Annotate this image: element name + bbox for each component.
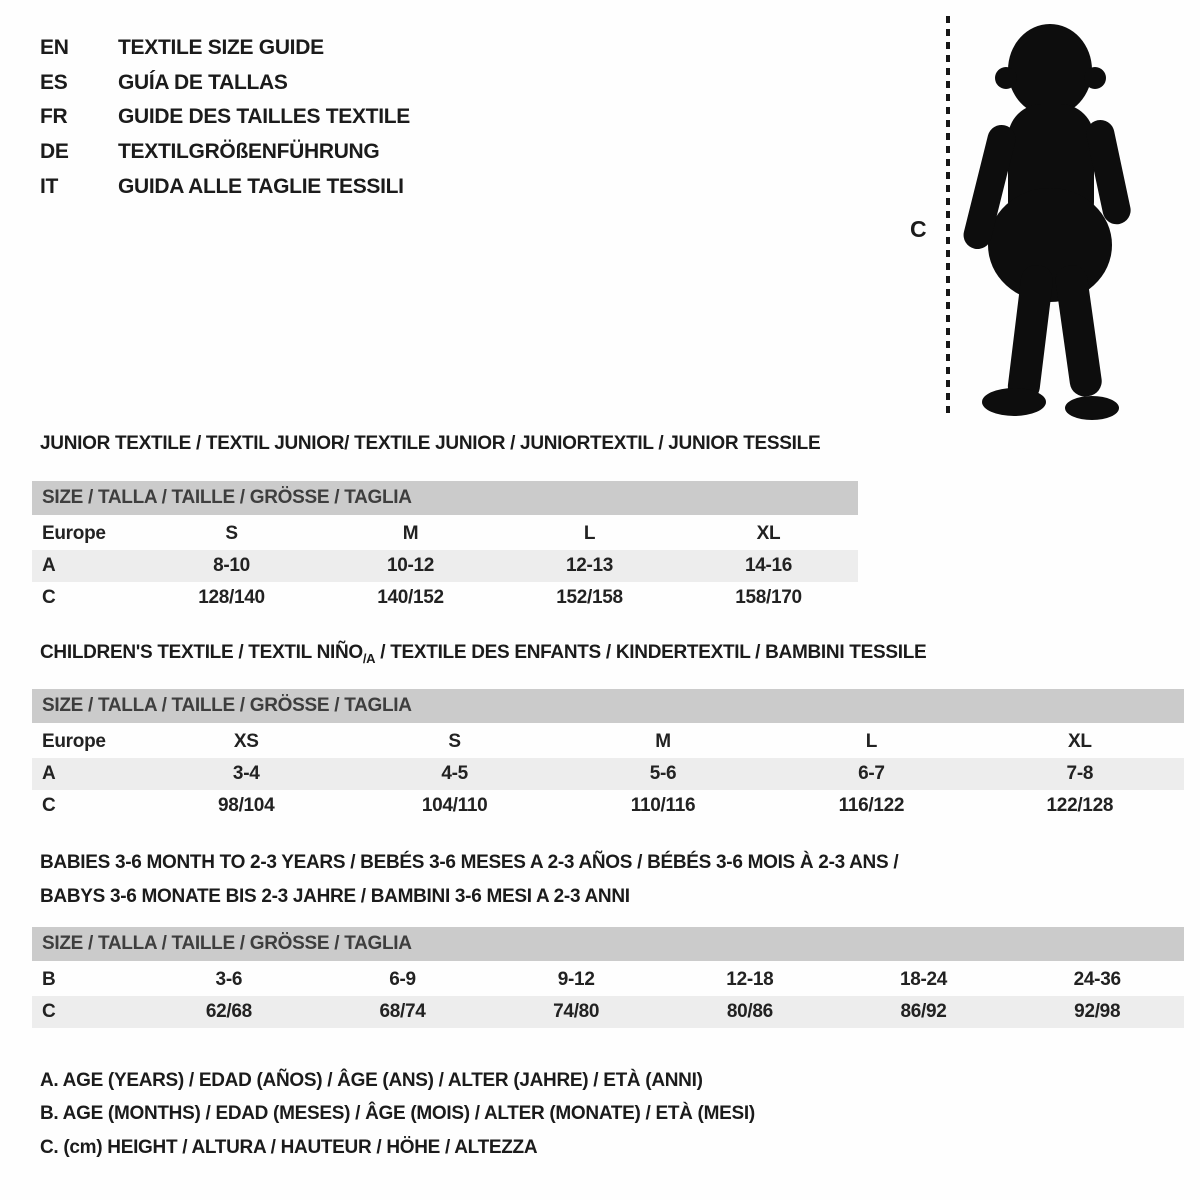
- children-row-height: [32, 790, 1184, 822]
- language-row-de: [40, 135, 410, 170]
- height-measure-label: C: [910, 216, 927, 242]
- age-cell: 4-5: [441, 763, 468, 784]
- children-heading-sub: /A: [362, 650, 376, 666]
- language-code-en: EN: [40, 36, 69, 60]
- height-cell: 116/122: [838, 795, 905, 816]
- language-code-fr: FR: [40, 105, 68, 129]
- footnotes: [40, 1064, 755, 1165]
- size-cell: S: [225, 523, 238, 544]
- children-section-heading: [40, 642, 926, 666]
- children-row-age: [32, 758, 1184, 790]
- language-title-en: TEXTILE SIZE GUIDE: [118, 36, 324, 60]
- size-cell: L: [583, 523, 596, 544]
- size-cell: M: [402, 523, 419, 544]
- junior-row-europe: [32, 518, 858, 550]
- language-code-de: DE: [40, 140, 69, 164]
- height-cell: 62/68: [205, 1001, 252, 1022]
- row-label: A: [42, 763, 56, 784]
- language-row-es: [40, 66, 410, 101]
- language-title-it: GUIDA ALLE TAGLIE TESSILI: [118, 174, 404, 198]
- height-cell: 152/158: [556, 587, 623, 608]
- language-code-it: IT: [40, 174, 59, 198]
- months-cell: 18-24: [899, 969, 948, 990]
- age-cell: 5-6: [649, 763, 677, 784]
- height-cell: 158/170: [735, 587, 802, 608]
- height-cell: 140/152: [377, 587, 444, 608]
- language-title-de: TEXTILGRÖßENFÜHRUNG: [118, 140, 380, 164]
- row-label: B: [42, 969, 56, 990]
- language-row-fr: [40, 100, 410, 135]
- size-cell: S: [448, 731, 461, 752]
- children-size-header-bar: SIZE / TALLA / TAILLE / GRÖSSE / TAGLIA: [32, 689, 1184, 723]
- height-cell: 98/104: [218, 795, 275, 816]
- language-title-es: GUÍA DE TALLAS: [118, 70, 288, 94]
- size-cell: L: [865, 731, 878, 752]
- age-cell: 3-4: [232, 763, 260, 784]
- babies-heading-line1: BABIES 3-6 MONTH TO 2-3 YEARS / BEBÉS 3-6 MESES A 2-3 AÑOS / BÉBÉS 3-6 MOIS À 2-3 ANS /: [40, 852, 899, 873]
- language-row-en: [40, 31, 410, 66]
- size-cell: XL: [756, 523, 781, 544]
- months-cell: 12-18: [726, 969, 774, 990]
- height-cell: 128/140: [198, 587, 265, 608]
- babies-section-heading: [40, 846, 898, 914]
- size-cell: XS: [233, 731, 259, 752]
- height-cell: 86/92: [900, 1001, 947, 1022]
- language-title-fr: GUIDE DES TAILLES TEXTILE: [118, 105, 410, 129]
- months-cell: 3-6: [215, 969, 243, 990]
- junior-size-header-bar: SIZE / TALLA / TAILLE / GRÖSSE / TAGLIA: [32, 481, 858, 515]
- age-cell: 10-12: [386, 555, 435, 576]
- footnote-age-years: A. AGE (YEARS) / EDAD (AÑOS) / ÂGE (ANS) / ALTER (JAHRE) / ETÀ (ANNI): [40, 1069, 703, 1091]
- height-cell: 104/110: [421, 795, 488, 816]
- size-cell: XL: [1067, 731, 1092, 752]
- height-measure-dashed-line: [946, 16, 950, 416]
- months-cell: 6-9: [389, 969, 416, 990]
- row-label: Europe: [42, 523, 106, 544]
- height-cell: 92/98: [1074, 1001, 1121, 1022]
- age-cell: 12-13: [565, 555, 614, 576]
- junior-size-table: [32, 481, 858, 614]
- height-cell: 68/74: [379, 1001, 426, 1022]
- toddler-silhouette-icon: [962, 12, 1144, 420]
- height-cell: 110/116: [630, 795, 696, 816]
- height-cell: 74/80: [553, 1001, 600, 1022]
- babies-size-table: [32, 927, 1184, 1028]
- age-cell: 7-8: [1066, 763, 1094, 784]
- babies-row-months: [32, 964, 1184, 996]
- babies-size-header-bar: SIZE / TALLA / TAILLE / GRÖSSE / TAGLIA: [32, 927, 1184, 961]
- language-row-it: [40, 169, 410, 204]
- children-heading-pre: CHILDREN'S TEXTILE / TEXTIL NIÑO: [40, 642, 363, 663]
- children-heading-post: / TEXTILE DES ENFANTS / KINDERTEXTIL / BAMBINI TESSILE: [375, 642, 927, 663]
- age-cell: 6-7: [858, 763, 885, 784]
- babies-heading-line2: BABYS 3-6 MONATE BIS 2-3 JAHRE / BAMBINI 3-6 MESI A 2-3 ANNI: [40, 886, 630, 907]
- language-code-es: ES: [40, 70, 68, 94]
- row-label: C: [42, 795, 56, 816]
- children-size-table: [32, 689, 1184, 822]
- row-label: C: [42, 1001, 56, 1022]
- junior-section-heading: JUNIOR TEXTILE / TEXTIL JUNIOR/ TEXTILE JUNIOR / JUNIORTEXTIL / JUNIOR TESSILE: [40, 433, 821, 454]
- row-label: C: [42, 587, 56, 608]
- months-cell: 24-36: [1073, 969, 1121, 990]
- row-label: A: [42, 555, 56, 576]
- age-cell: 8-10: [213, 555, 250, 576]
- row-label: Europe: [42, 731, 106, 752]
- months-cell: 9-12: [557, 969, 595, 990]
- footnote-age-months: B. AGE (MONTHS) / EDAD (MESES) / ÂGE (MOIS) / ALTER (MONATE) / ETÀ (MESI): [40, 1103, 755, 1125]
- footnote-height: C. (cm) HEIGHT / ALTURA / HAUTEUR / HÖHE / ALTEZZA: [40, 1136, 538, 1158]
- size-cell: M: [655, 731, 671, 752]
- junior-row-height: [32, 582, 858, 614]
- language-title-list: [40, 31, 410, 204]
- height-cell: 80/86: [726, 1001, 773, 1022]
- junior-row-age: [32, 550, 858, 582]
- children-row-europe: [32, 726, 1184, 758]
- babies-row-height: [32, 996, 1184, 1028]
- age-cell: 14-16: [744, 555, 793, 576]
- height-cell: 122/128: [1046, 795, 1114, 816]
